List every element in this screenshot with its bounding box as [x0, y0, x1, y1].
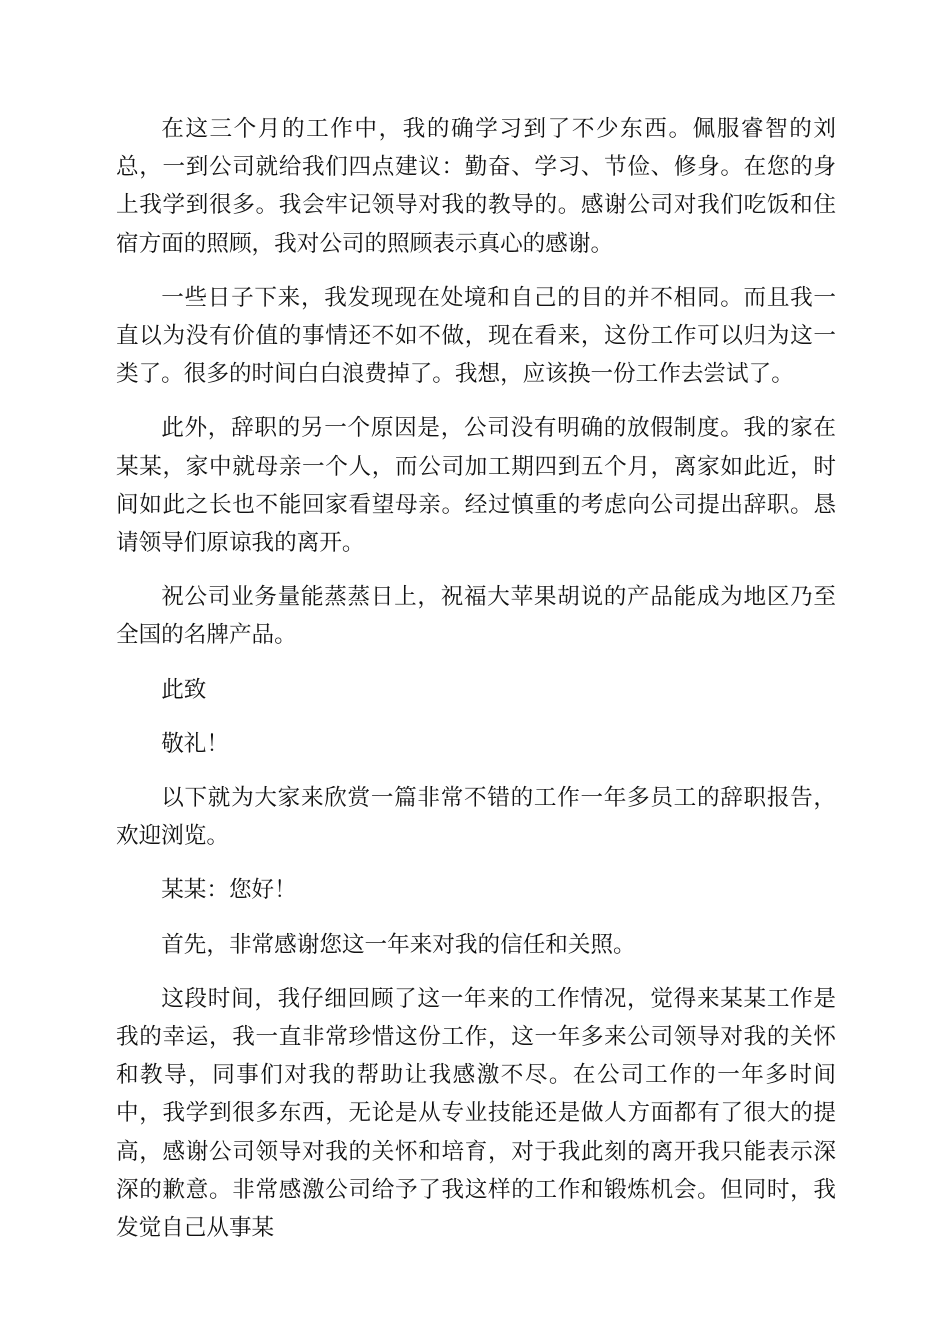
- paragraph-3: 此外，辞职的另一个原因是，公司没有明确的放假制度。我的家在某某，家中就母亲一个人，而公司加工期四到五个月，离家如此近，时间如此之长也不能回家看望母亲。经过慎重的考虑向公司提出辞职。恳请领导们原谅我的离开。: [116, 415, 836, 557]
- paragraph-reflection: 这段时间，我仔细回顾了这一年来的工作情况，觉得来某某工作是我的幸运，我一直非常珍惜这份工作，这一年多来公司领导对我的关怀和教导，同事们对我的帮助让我感激不尽。在公司工作的一年多时间中，我学到很多东西，无论是从专业技能还是做人方面都有了很大的提高，感谢公司领导对我的关怀和培育，对于我此刻的离开我只能表示深深的歉意。非常感激公司给予了我这样的工作和锻炼机会。但同时，我发觉自己从事某: [116, 985, 836, 1242]
- paragraph-4: 祝公司业务量能蒸蒸日上，祝福大苹果胡说的产品能成为地区乃至全国的名牌产品。: [116, 584, 836, 649]
- greeting: 某某：您好！: [161, 877, 297, 904]
- closing-regards: 敬礼！: [161, 730, 229, 757]
- paragraph-intro: 以下就为大家来欣赏一篇非常不错的工作一年多员工的辞职报告，欢迎浏览。: [116, 785, 836, 850]
- paragraph-2: 一些日子下来，我发现现在处境和自己的目的并不相同。而且我一直以为没有价值的事情还不如不做，现在看来，这份工作可以归为这一类了。很多的时间白白浪费掉了。我想，应该换一份工作去尝试了。: [116, 284, 836, 388]
- closing-salutation: 此致: [161, 676, 207, 703]
- document-body: [116, 110, 836, 1263]
- paragraph-1: 在这三个月的工作中，我的确学习到了不少东西。佩服睿智的刘总，一到公司就给我们四点建议：勤奋、学习、节俭、修身。在您的身上我学到很多。我会牢记领导对我的教导的。感谢公司对我们吃饭和住宿方面的照顾，我对公司的照顾表示真心的感谢。: [116, 116, 836, 257]
- paragraph-thanks: 首先，非常感谢您这一年来对我的信任和关照。: [161, 931, 636, 958]
